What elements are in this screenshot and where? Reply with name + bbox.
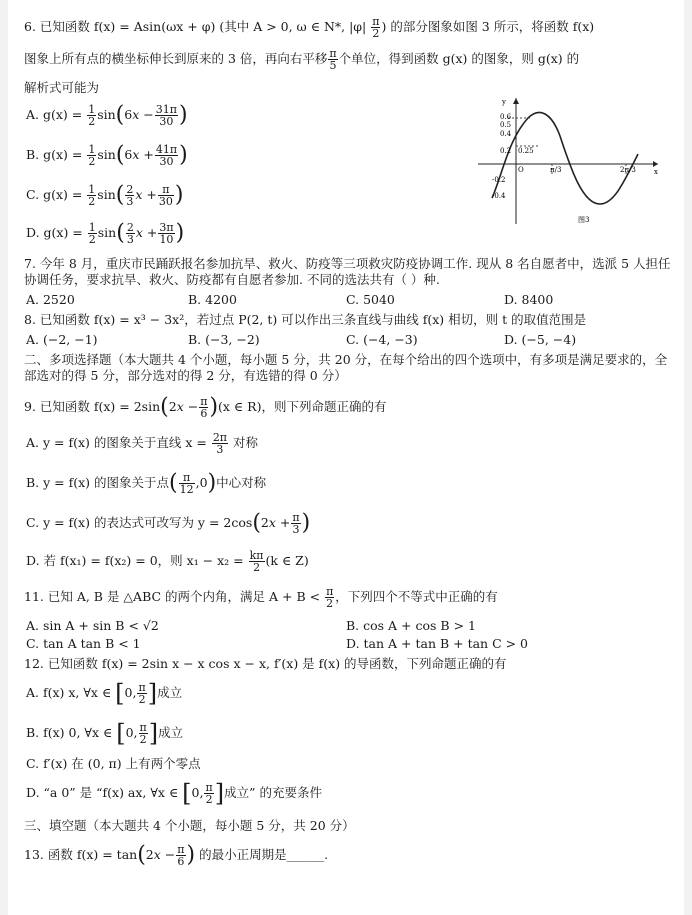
graph-tick-06: 0.6 [500,113,512,121]
graph-y-label: y [502,98,506,106]
q11-option-b[interactable]: B. cos A + cos B > 1 [346,618,476,633]
q6-line-2: 图象上所有点的横坐标伸长到原来的 3 倍，再向右平移 $\frac{\pi}{5}$ 个单位，得到函数 g(x) 的图象，则 g(x) 的 [24,47,580,72]
graph-caption: 图3 [578,216,590,224]
q7-stem: 7. 今年 8 月，重庆市民踊跃报名参加抗旱、救火、防疫等三项救灾防疫协调工作. 现从 8 名自愿者中，选派 5 人担任协调任务，要求抗旱、救火、防疫都有自愿者参加. 不同的选法共有（ ）种. [24,256,671,287]
exam-page [8,0,684,915]
q8-option-d[interactable]: D. (−5, −4) [504,332,577,347]
graph-tick-pi3: π/3 [550,166,562,174]
graph-tick-2pi3: 2π/3 [620,166,636,174]
section-3-heading: 三、填空题（本大题共 4 个小题，每小题 5 分，共 20 分） [24,818,355,833]
section-2-heading: 二、多项选择题（本大题共 4 个小题，每小题 5 分，共 20 分，在每个给出的四个选项中，有多项是满足要求的，全部选对的得 5 分，部分选对的得 2 分，有选错的得 0 分） [24,352,668,383]
graph-tick-02: 0.2 [500,147,512,155]
q6-option-c[interactable]: C. g(x) = $\frac{1}{2}$ sin( $\frac{2}{3}$ x + $\frac{\pi}{30}$ ) [26,182,184,208]
q7-option-a[interactable]: A. 2520 [26,292,75,307]
q8-stem: 8. 已知函数 f(x) = x³ − 3x²，若过点 P(2, t) 可以作出三条直线与曲线 f(x) 相切，则 t 的取值范围是 [24,312,587,327]
q6-option-a[interactable]: A. g(x) = $\frac{1}{2}$ sin(6x − $\frac{31\pi}{30}$ ) [26,102,188,128]
graph-x-label: x [654,168,658,176]
q8-option-c[interactable]: C. (−4, −3) [346,332,418,347]
graph-origin: O [518,166,524,174]
q12-option-d[interactable]: D. “a 0” 是 “f(x) ax, ∀x ∈ [0, $\frac{\pi}{2}$ ]成立” 的充要条件 [26,779,322,808]
graph-tick-04: 0.4 [500,130,512,138]
q9-option-d[interactable]: D. 若 f(x₁) = f(x₂) = 0，则 x₁ − x₂ = $\frac{k\pi}{2}$ (k ∈ Z) [26,549,309,574]
q7-option-d[interactable]: D. 8400 [504,292,554,307]
q11-option-a[interactable]: A. sin A + sin B < √2 [26,618,159,633]
q6-option-b[interactable]: B. g(x) = $\frac{1}{2}$ sin(6x + $\frac{41\pi}{30}$ ) [26,142,188,168]
q7-option-b[interactable]: B. 4200 [188,292,237,307]
q12-option-c[interactable]: C. f′(x) 在 (0, π) 上有两个零点 [26,756,201,771]
q9-option-b[interactable]: B. y = f(x) 的图象关于点( $\frac{\pi}{12}$ ,0)中心对称 [26,470,267,496]
q8-option-a[interactable]: A. (−2, −1) [26,332,98,347]
q9-option-a[interactable]: A. y = f(x) 的图象关于直线 x = $\frac{2\pi}{3}$ 对称 [26,431,259,456]
q12-stem: 12. 已知函数 f(x) = 2sin x − x cos x − x, f′(x) 是 f(x) 的导函数，下列命题正确的有 [24,656,507,671]
q6-line-3: 解析式可能为 [24,80,100,95]
q6-option-d[interactable]: D. g(x) = $\frac{1}{2}$ sin( $\frac{2}{3}$ x + $\frac{3\pi}{10}$ ) [26,220,185,246]
graph-tick-m04: -0.4 [492,192,506,200]
q9-option-c[interactable]: C. y = f(x) 的表达式可改写为 y = 2cos(2x + $\frac{\pi}{3}$ ) [26,510,311,536]
graph-tick-m02: -0.2 [492,176,506,184]
q6-figure-3 [478,96,668,226]
graph-tick-025: 0.25 [518,147,534,155]
q6-line-1: 6. 已知函数 f(x) = Asin(ωx + φ) (其中 A > 0, ω ∈ N*, |φ| $\frac{\pi}{2}$ ) 的部分图象如图 3 所示，将函数 f(x) [24,15,595,40]
q13-stem: 13. 函数 f(x) = tan(2x − $\frac{\pi}{6}$ ) 的最小正周期是______. [24,842,329,868]
q8-option-b[interactable]: B. (−3, −2) [188,332,260,347]
q7-option-c[interactable]: C. 5040 [346,292,395,307]
q9-stem: 9. 已知函数 f(x) = 2sin(2x − $\frac{\pi}{6}$ )(x ∈ R)，则下列命题正确的有 [24,394,387,420]
q11-stem: 11. 已知 A, B 是 △ABC 的两个内角，满足 A + B < $\frac{\pi}{2}$ ，下列四个不等式中正确的有 [24,585,498,610]
graph-tick-05: 0.5 [500,121,512,129]
q12-option-a[interactable]: A. f(x) x, ∀x ∈ [0, $\frac{\pi}{2}$ ]成立 [26,679,183,708]
q12-option-b[interactable]: B. f(x) 0, ∀x ∈ [0, $\frac{\pi}{2}$ ]成立 [26,719,184,748]
q11-option-c[interactable]: C. tan A tan B < 1 [26,636,141,651]
q11-option-d[interactable]: D. tan A + tan B + tan C > 0 [346,636,529,651]
